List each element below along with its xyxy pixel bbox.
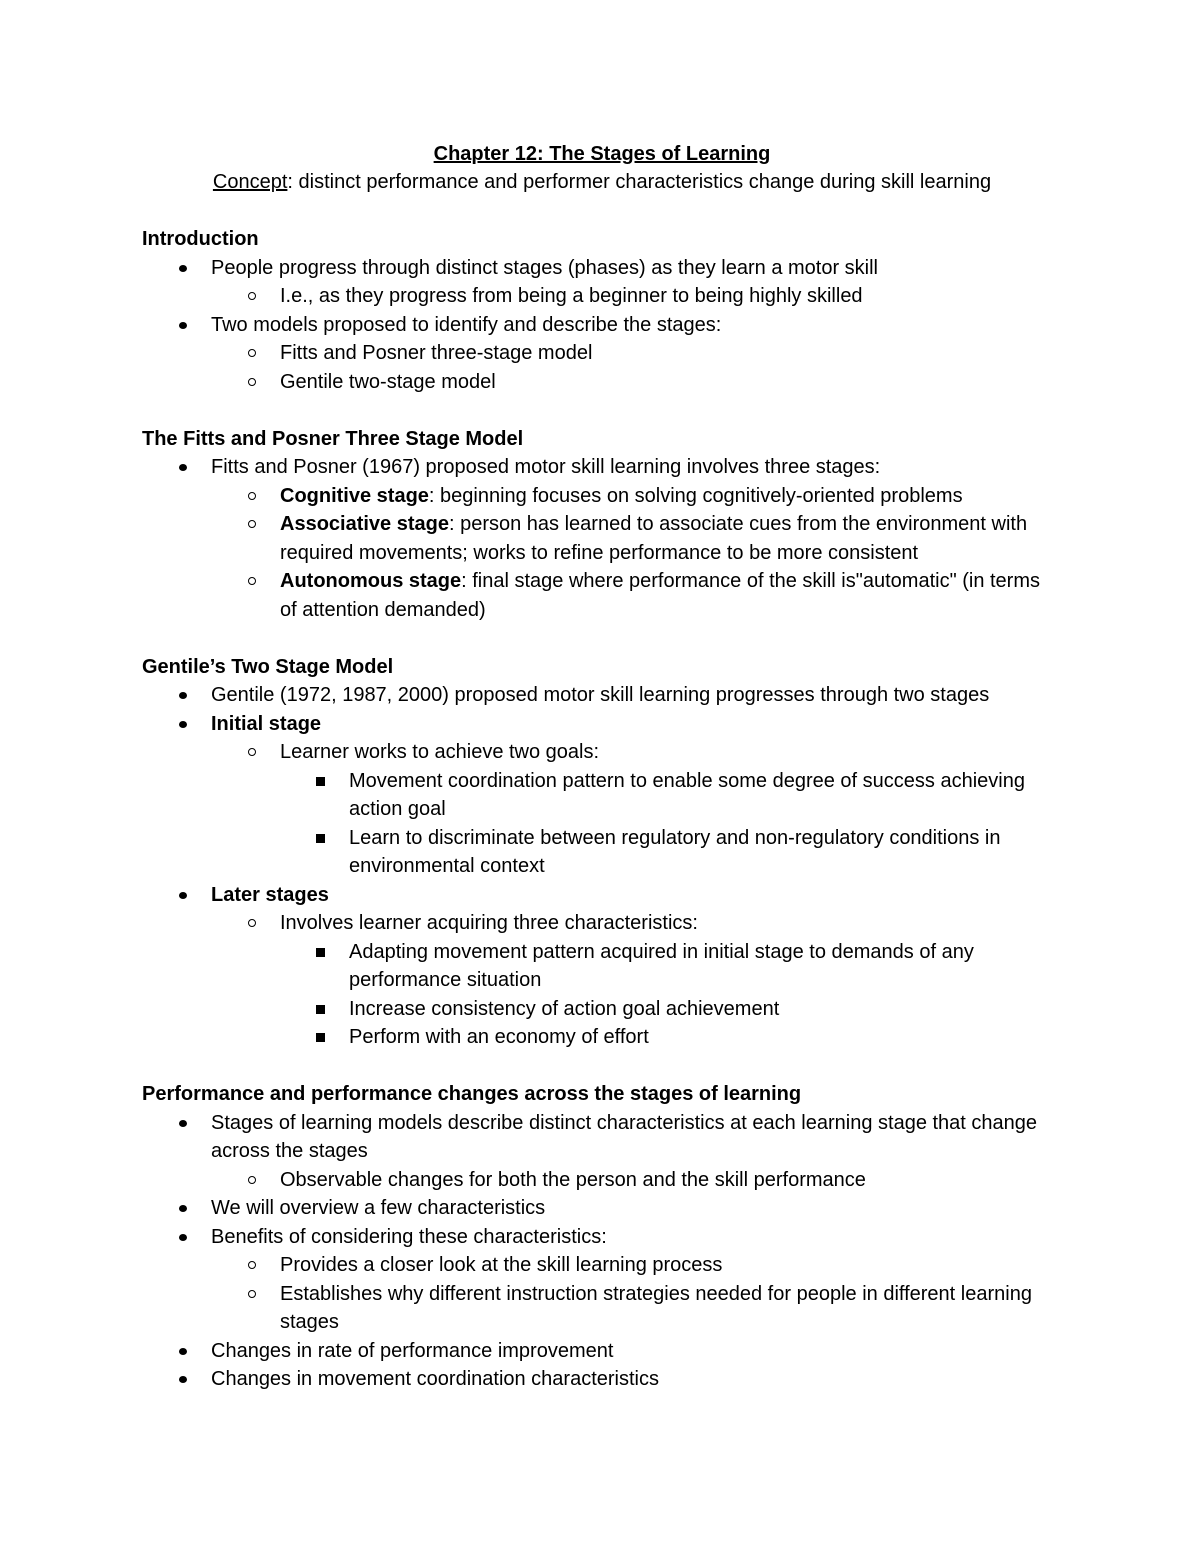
list-item: Benefits of considering these characteristics: Provides a closer look at the skill learning process Establishes why different instruction strategies needed for people in different learning stages <box>142 1223 1062 1337</box>
gentile-list <box>142 681 1062 1052</box>
list-item: Perform with an economy of effort <box>280 1023 1062 1052</box>
fitts-list <box>142 453 1062 624</box>
bullet-icon <box>179 892 187 899</box>
bullet-icon <box>179 1120 187 1127</box>
list-item: Two models proposed to identify and describe the stages: Fitts and Posner three-stage model Gentile two-stage model <box>142 311 1062 397</box>
perf-heading: Performance and performance changes across the stages of learning <box>142 1083 802 1105</box>
list-item: Observable changes for both the person and the skill performance <box>211 1166 1062 1195</box>
circle-bullet-icon <box>248 492 256 500</box>
list-item: Associative stage: person has learned to associate cues from the environment with required movements; works to refine performance to be more consistent <box>211 510 1062 567</box>
list-item: Increase consistency of action goal achievement <box>280 995 1062 1024</box>
bullet-icon <box>179 265 187 272</box>
bullet-icon <box>179 1234 187 1241</box>
bullet-icon <box>179 721 187 728</box>
bullet-icon <box>179 464 187 471</box>
list-item: I.e., as they progress from being a beginner to being highly skilled <box>211 282 1062 311</box>
circle-bullet-icon <box>248 1176 256 1184</box>
circle-bullet-icon <box>248 292 256 300</box>
list-item: Adapting movement pattern acquired in initial stage to demands of any performance situation <box>280 938 1062 995</box>
list-item: Stages of learning models describe distinct characteristics at each learning stage that change across the stages Observable changes for both the person and the skill performance <box>142 1109 1062 1195</box>
list-item: Changes in rate of performance improvement <box>142 1337 1062 1366</box>
intro-list <box>142 254 1062 397</box>
circle-bullet-icon <box>248 577 256 585</box>
list-item: Learner works to achieve two goals: Movement coordination pattern to enable some degree of success achieving action goal Learn to discriminate between regulatory and non-regulatory conditions in environmental context <box>211 738 1062 881</box>
circle-bullet-icon <box>248 520 256 528</box>
bullet-icon <box>179 1376 187 1383</box>
circle-bullet-icon <box>248 1290 256 1298</box>
concept-text: : distinct performance and performer characteristics change during skill learning <box>287 171 992 193</box>
list-item: Fitts and Posner three-stage model <box>211 339 1062 368</box>
list-item: We will overview a few characteristics <box>142 1194 1062 1223</box>
list-item: People progress through distinct stages (phases) as they learn a motor skill I.e., as they progress from being a beginner to being highly skilled <box>142 254 1062 311</box>
circle-bullet-icon <box>248 748 256 756</box>
square-bullet-icon <box>316 777 325 786</box>
square-bullet-icon <box>316 948 325 957</box>
circle-bullet-icon <box>248 1261 256 1269</box>
list-item: Gentile two-stage model <box>211 368 1062 397</box>
bullet-icon <box>179 692 187 699</box>
intro-heading: Introduction <box>142 228 259 250</box>
list-item: Establishes why different instruction strategies needed for people in different learning stages <box>211 1280 1062 1337</box>
page-title: Chapter 12: The Stages of Learning <box>433 143 771 165</box>
concept-line <box>142 168 1062 197</box>
square-bullet-icon <box>316 1033 325 1042</box>
list-item: Fitts and Posner (1967) proposed motor skill learning involves three stages: Cognitive stage: beginning focuses on solving cognitively-oriented problems Associative stage: person has learned to associate cues from the environment with required movements; works to refine performance to be more consistent Autonomous stage: final stage where performance of the skill is"automatic" (in terms of attention demanded) <box>142 453 1062 624</box>
list-item: Learn to discriminate between regulatory and non-regulatory conditions in environmental context <box>280 824 1062 881</box>
perf-list <box>142 1109 1062 1394</box>
list-item: Autonomous stage: final stage where performance of the skill is"automatic" (in terms of attention demanded) <box>211 567 1062 624</box>
gentile-heading: Gentile’s Two Stage Model <box>142 655 394 678</box>
list-item: Involves learner acquiring three characteristics: Adapting movement pattern acquired in initial stage to demands of any performance situation Increase consistency of action goal achievement Perform with an economy of effort <box>211 909 1062 1052</box>
bullet-icon <box>179 1348 187 1355</box>
circle-bullet-icon <box>248 378 256 386</box>
list-item: Movement coordination pattern to enable some degree of success achieving action goal <box>280 767 1062 824</box>
list-item: Provides a closer look at the skill learning process <box>211 1251 1062 1280</box>
list-item: Later stages Involves learner acquiring three characteristics: Adapting movement pattern acquired in initial stage to demands of any performance situation Increase consistency of action goal achievement Perform with an economy of effort <box>142 881 1062 1052</box>
document-body <box>142 140 1062 1394</box>
list-item: Gentile (1972, 1987, 2000) proposed motor skill learning progresses through two stages <box>142 681 1062 710</box>
list-item: Changes in movement coordination characteristics <box>142 1365 1062 1394</box>
fitts-heading: The Fitts and Posner Three Stage Model <box>142 427 524 450</box>
concept-label: Concept <box>212 171 288 193</box>
bullet-icon <box>179 322 187 329</box>
square-bullet-icon <box>316 1005 325 1014</box>
circle-bullet-icon <box>248 919 256 927</box>
list-item: Cognitive stage: beginning focuses on solving cognitively-oriented problems <box>211 482 1062 511</box>
bullet-icon <box>179 1205 187 1212</box>
circle-bullet-icon <box>248 349 256 357</box>
square-bullet-icon <box>316 834 325 843</box>
list-item: Initial stage Learner works to achieve two goals: Movement coordination pattern to enable some degree of success achieving action goal Learn to discriminate between regulatory and non-regulatory conditions in environmental context <box>142 710 1062 881</box>
